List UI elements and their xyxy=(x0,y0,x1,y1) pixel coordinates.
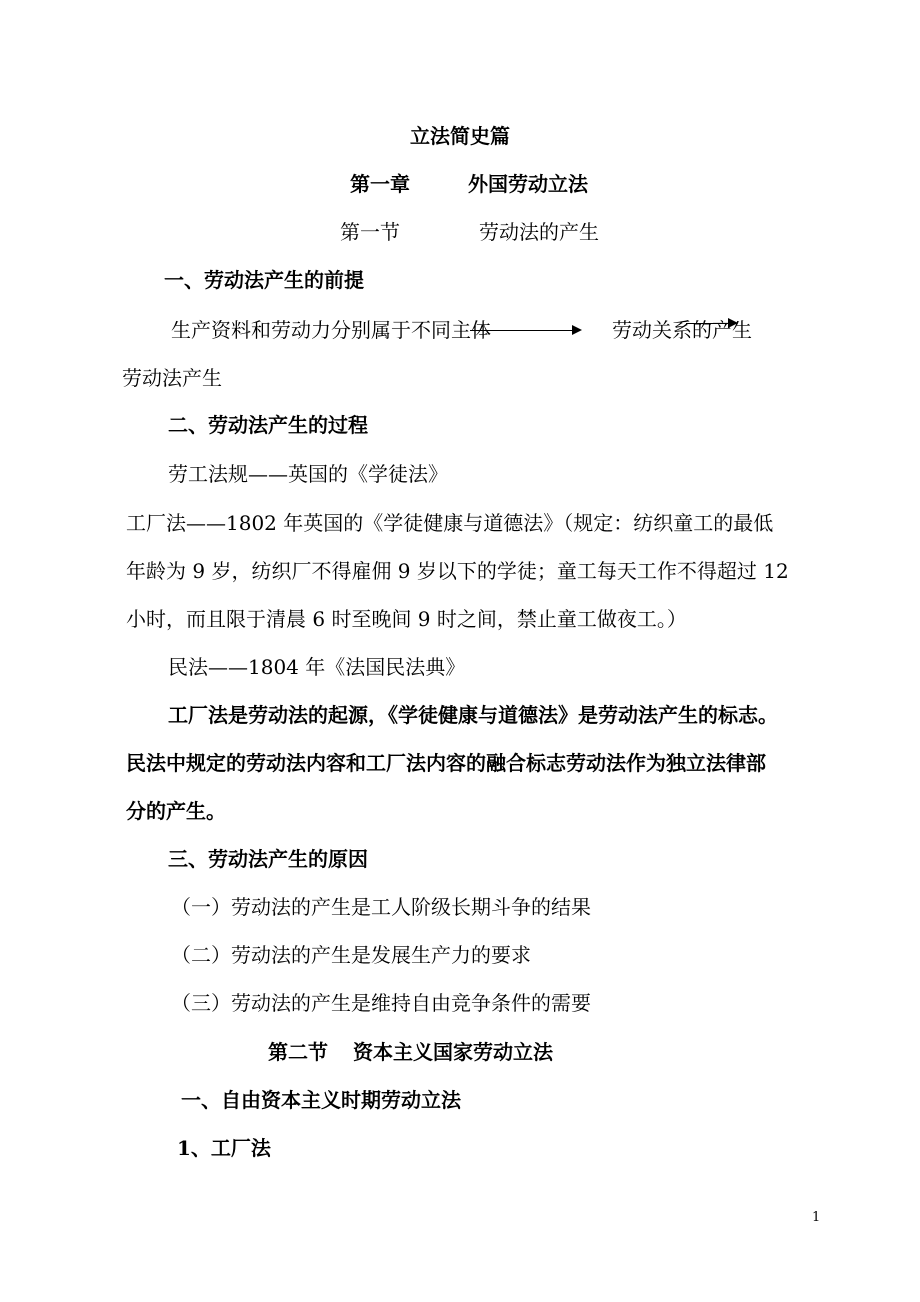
labor-law-line: 劳工法规——英国的《学徒法》 xyxy=(168,462,448,486)
page-number: 1 xyxy=(812,1210,821,1225)
diagram-middle-text: 劳动关系的产生 xyxy=(612,318,752,342)
diagram-result-text: 劳动法产生 xyxy=(122,366,222,390)
bold-para-line-1: 工厂法是劳动法的起源，《学徒健康与道德法》是劳动法产生的标志。 xyxy=(168,703,778,727)
factory-law-line-2: 年龄为 9 岁，纺织厂不得雇佣 9 岁以下的学徒；童工每天工作不得超过 12 xyxy=(126,559,789,583)
reason-item-2: （二）劳动法的产生是发展生产力的要求 xyxy=(171,943,531,967)
heading-process: 二、劳动法产生的过程 xyxy=(168,413,368,437)
civil-law-line: 民法——1804 年《法国民法典》 xyxy=(168,655,466,679)
section1-name: 劳动法的产生 xyxy=(479,220,599,244)
chapter-label: 第一章 xyxy=(350,172,410,196)
heading-reasons: 三、劳动法产生的原因 xyxy=(168,847,368,871)
reason-item-3: （三）劳动法的产生是维持自由竞争条件的需要 xyxy=(171,991,591,1015)
factory-law-line-1: 工厂法——1802 年英国的《学徒健康与道德法》（规定：纺织童工的最低 xyxy=(126,511,774,535)
section2-label: 第二节 xyxy=(268,1040,328,1064)
document-title: 立法简史篇 xyxy=(410,124,510,148)
bold-para-line-2: 民法中规定的劳动法内容和工厂法内容的融合标志劳动法作为独立法律部 xyxy=(126,751,766,775)
reason-item-1: （一）劳动法的产生是工人阶级长期斗争的结果 xyxy=(171,895,591,919)
heading-factory-law: 1、工厂法 xyxy=(177,1136,271,1160)
bold-para-line-3: 分的产生。 xyxy=(126,799,226,823)
chapter-name: 外国劳动立法 xyxy=(468,172,588,196)
arrow-icon-2 xyxy=(686,323,736,324)
heading-premise: 一、劳动法产生的前提 xyxy=(164,268,364,292)
section1-label: 第一节 xyxy=(340,220,400,244)
arrow-icon xyxy=(470,330,580,331)
factory-law-line-3: 小时，而且限于清晨 6 时至晚间 9 时之间，禁止童工做夜工。） xyxy=(126,607,687,631)
heading-free-capitalism: 一、自由资本主义时期劳动立法 xyxy=(181,1088,461,1112)
diagram-left-text: 生产资料和劳动力分别属于不同主体 xyxy=(171,318,491,342)
section2-name: 资本主义国家劳动立法 xyxy=(353,1040,553,1064)
